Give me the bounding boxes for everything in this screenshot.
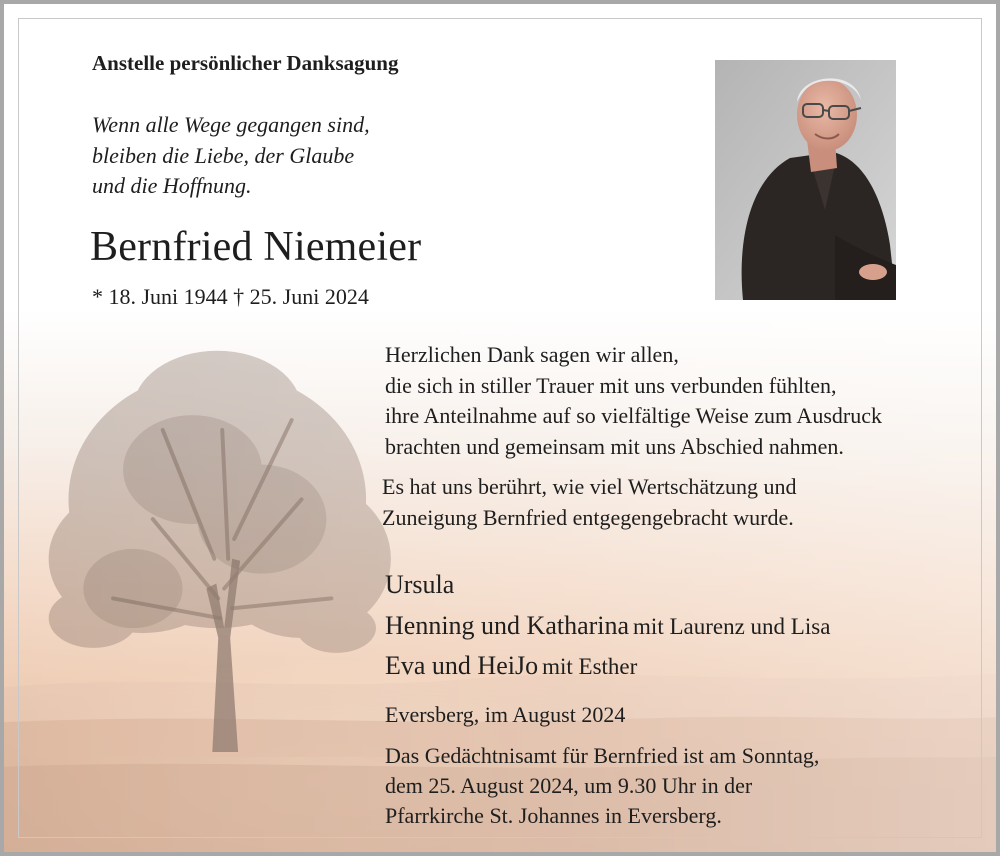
family-names: Ursula (385, 570, 455, 599)
family-line (385, 648, 830, 689)
thanks-line: ihre Anteilnahme auf so vielfältige Weise zum Ausdruck (385, 403, 882, 428)
life-dates: * 18. Juni 1944 † 25. Juni 2024 (92, 284, 369, 309)
family-signature (385, 567, 830, 689)
service-line: Das Gedächtnisamt für Bernfried ist am Sonntag, (385, 743, 820, 768)
thanks-paragraph (385, 340, 882, 462)
thanks-line: brachten und gemeinsam mit uns Abschied nahmen. (385, 433, 844, 459)
motto-line: bleiben die Liebe, der Glaube (92, 142, 355, 168)
deceased-name: Bernfried Niemeier (90, 224, 422, 270)
motto (92, 110, 370, 202)
motto-line: und die Hoffnung. (92, 173, 252, 198)
place-date: Eversberg, im August 2024 (385, 702, 626, 727)
appreciation-line: Zuneigung Bernfried entgegengebracht wurde. (382, 505, 794, 530)
thanks-line: Herzlichen Dank sagen wir allen, (385, 342, 679, 367)
family-names: Eva und HeiJo (385, 651, 539, 680)
service-line: Pfarrkirche St. Johannes in Eversberg. (385, 803, 722, 828)
family-line (385, 608, 830, 649)
family-names: Henning und Katharina (385, 610, 630, 640)
motto-line: Wenn alle Wege gegangen sind, (92, 112, 370, 137)
thanks-line: die sich in stiller Trauer mit uns verbunden fühlten, (385, 372, 837, 398)
portrait-photo (715, 60, 896, 300)
heading: Anstelle persönlicher Danksagung (92, 51, 399, 75)
family-line (385, 567, 830, 608)
family-children: mit Esther (542, 654, 638, 679)
appreciation-line: Es hat uns berührt, wie viel Wertschätzung und (382, 474, 797, 499)
service-line: dem 25. August 2024, um 9.30 Uhr in der (385, 773, 753, 798)
family-children: mit Laurenz und Lisa (633, 613, 831, 639)
appreciation-paragraph (382, 471, 797, 533)
memorial-service-info (385, 741, 819, 831)
